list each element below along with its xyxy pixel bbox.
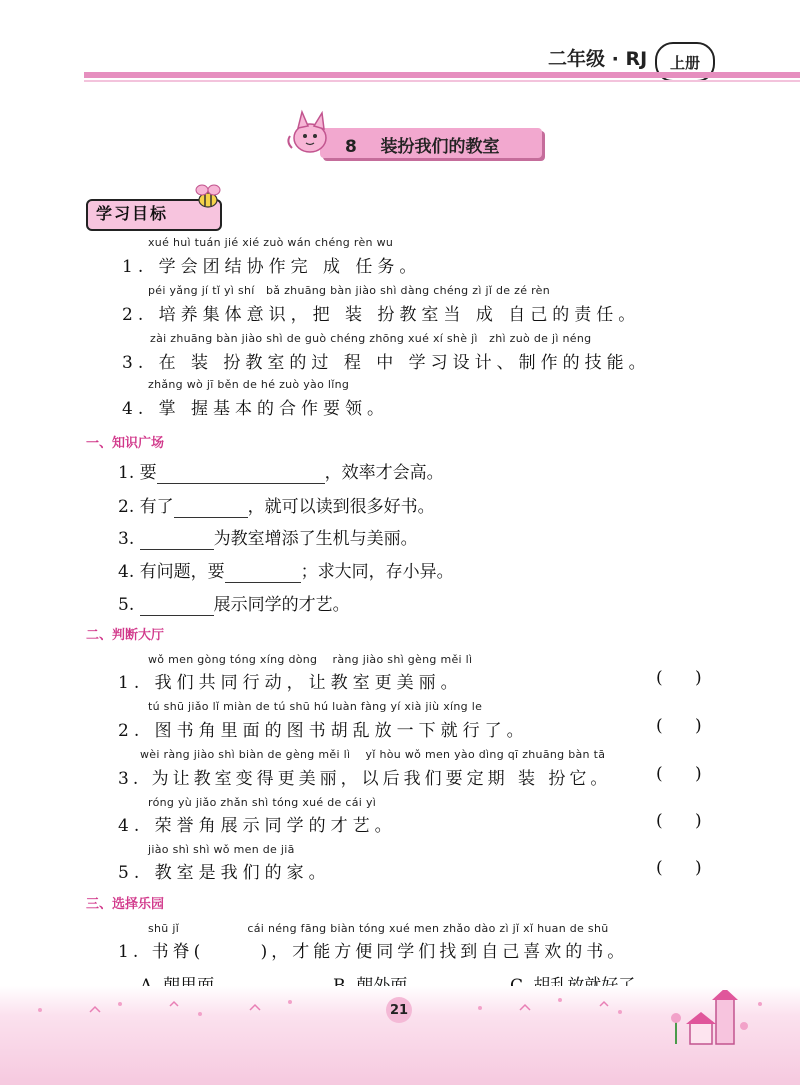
fill-blank-3[interactable] (140, 529, 214, 550)
volume-badge: 上册 (655, 42, 715, 82)
header-divider (84, 72, 800, 78)
judge-2-pinyin: tú shū jiǎo lǐ miàn de tú shū hú luàn fàng yí xià jiù xíng le (148, 700, 483, 713)
choice-1-pinyin: shū jǐ cái néng fāng biàn tóng xué men zhǎo dào zì jǐ xǐ huan de shū (148, 922, 609, 935)
goal-2-pinyin: péi yǎng jí tǐ yì shí bǎ zhuāng bàn jiào shì dàng chéng zì jǐ de zé rèn (148, 284, 550, 297)
goals-heading: 学习目标 (96, 204, 169, 223)
grade-label: 二年级 · RJ (548, 48, 648, 70)
fill-blank-5[interactable] (140, 595, 214, 616)
lesson-title (345, 132, 500, 157)
judge-1-pinyin: wǒ men gòng tóng xíng dòng ràng jiào shì gèng měi lì (148, 653, 473, 666)
judge-3-pinyin: wèi ràng jiào shì biàn de gèng měi lì yǐ hòu wǒ men yào dìng qī zhuāng bàn tā (140, 748, 606, 761)
judge-2-answer-box[interactable]: ( ) (656, 716, 702, 736)
judge-1-text: 1. 我们共同行动，让教室更美丽。 (118, 673, 463, 693)
judge-2-text: 2. 图书角里面的图书胡乱放一下就行了。 (118, 721, 529, 741)
fill-item-2: 2. 有了 ，就可以读到很多好书。 (118, 497, 435, 517)
section-3-heading: 三、选择乐园 (86, 897, 165, 912)
judge-4-text: 4. 荣誉角展示同学的才艺。 (118, 816, 397, 836)
judge-5-pinyin: jiào shì shì wǒ men de jiā (148, 843, 295, 856)
page-number: 21 (386, 997, 412, 1023)
judge-3-answer-box[interactable]: ( ) (656, 764, 702, 784)
lesson-number: 8 (345, 137, 357, 157)
goal-2-text: 2. 培养集体意识，把 装 扮教室当 成 自己的责任。 (122, 305, 641, 325)
section-2-heading: 二、判断大厅 (86, 628, 165, 643)
fill-item-3: 3. 为教室增添了生机与美丽。 (118, 529, 418, 549)
goal-3-pinyin: zài zhuāng bàn jiào shì de guò chéng zhōng xué xí shè jì zhì zuò de jì néng (150, 332, 592, 345)
bee-icon (190, 178, 226, 214)
section-1-heading: 一、知识广场 (86, 436, 165, 451)
fill-item-4: 4. 有问题，要 ；求大同，存小异。 (118, 562, 454, 582)
judge-5-answer-box[interactable]: ( ) (656, 858, 702, 878)
fill-item-1: 1. 要 ，效率才会高。 (118, 463, 444, 483)
lesson-title-text: 装扮我们的教室 (380, 137, 500, 157)
fill-blank-1[interactable] (157, 463, 325, 484)
judge-4-answer-box[interactable]: ( ) (656, 811, 702, 831)
fill-blank-2[interactable] (174, 497, 248, 518)
judge-1-answer-box[interactable]: ( ) (656, 668, 702, 688)
goal-4-pinyin: zhǎng wò jī běn de hé zuò yào lǐng (148, 378, 350, 391)
judge-5-text: 5. 教室是我们的家。 (118, 863, 331, 883)
goal-1-text: 1. 学会团结协作完 成 任务。 (122, 257, 422, 277)
cat-mascot-icon (284, 108, 332, 158)
header-divider-thin (84, 80, 800, 82)
choice-1-text: 1. 书脊( )，才能方便同学们找到自己喜欢的书。 (118, 942, 629, 962)
fill-blank-4[interactable] (225, 562, 301, 583)
goal-3-text: 3. 在 装 扮教室的过 程 中 学习设计、制作的技能。 (122, 353, 651, 373)
fill-item-5: 5. 展示同学的才艺。 (118, 595, 350, 615)
judge-3-text: 3. 为让教室变得更美丽，以后我们要定期 装 扮它。 (118, 769, 612, 789)
judge-4-pinyin: róng yù jiǎo zhǎn shì tóng xué de cái yì (148, 796, 377, 809)
goal-1-pinyin: xué huì tuán jié xié zuò wán chéng rèn wu (148, 236, 394, 249)
goal-4-text: 4. 掌 握基本的合作要领。 (122, 399, 390, 419)
